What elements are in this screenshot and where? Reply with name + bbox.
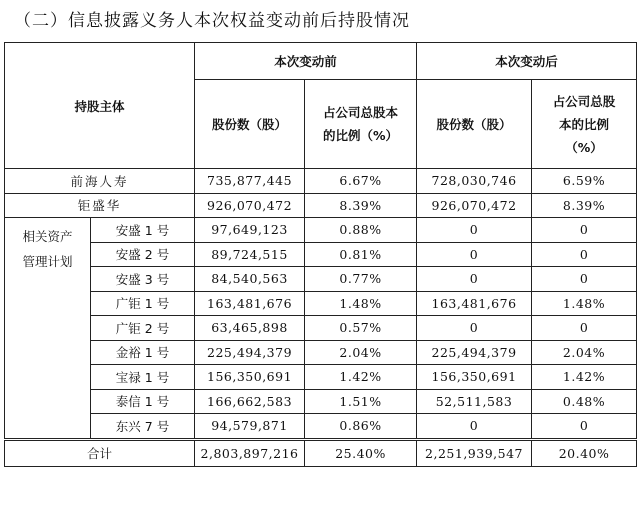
plan-name: 安盛 3 号: [91, 267, 195, 292]
ratio-before: 0.88%: [305, 218, 417, 243]
table-row: [5, 389, 637, 414]
ratio-after: 0: [532, 218, 637, 243]
shares-before: 166,662,583: [195, 389, 305, 414]
ratio-before: 0.57%: [305, 316, 417, 341]
ratio-after: 1.48%: [532, 291, 637, 316]
ratio-before: 1.48%: [305, 291, 417, 316]
total-ratio-after: 20.40%: [532, 439, 637, 466]
shares-after: 163,481,676: [417, 291, 532, 316]
shares-before: 735,877,445: [195, 169, 305, 194]
shares-after: 225,494,379: [417, 340, 532, 365]
shares-before: 94,579,871: [195, 414, 305, 440]
shares-before: 156,350,691: [195, 365, 305, 390]
table-row: [5, 340, 637, 365]
total-label: 合计: [5, 439, 195, 466]
group-label: [5, 218, 91, 440]
ratio-before: 0.81%: [305, 242, 417, 267]
table-row: [5, 242, 637, 267]
ratio-before: 1.51%: [305, 389, 417, 414]
shares-before: 84,540,563: [195, 267, 305, 292]
header-shares-before: 股份数（股）: [195, 80, 305, 169]
ratio-before: 6.67%: [305, 169, 417, 194]
plan-name: 安盛 1 号: [91, 218, 195, 243]
header-row-1: [5, 43, 637, 80]
plan-name: 安盛 2 号: [91, 242, 195, 267]
shares-after: 0: [417, 267, 532, 292]
header-shares-after: 股份数（股）: [417, 80, 532, 169]
group-label-line2: 管理计划: [22, 254, 73, 269]
table-row: [5, 169, 637, 194]
plan-name: 东兴 7 号: [91, 414, 195, 440]
plan-name: 宝禄 1 号: [91, 365, 195, 390]
group-label-line1: 相关资产: [22, 229, 73, 244]
shares-after: 156,350,691: [417, 365, 532, 390]
header-ratio-after: [532, 80, 637, 169]
plan-name: 广钜 1 号: [91, 291, 195, 316]
table-row: [5, 193, 637, 218]
total-shares-before: 2,803,897,216: [195, 439, 305, 466]
ratio-after: 0.48%: [532, 389, 637, 414]
ratio-before: 2.04%: [305, 340, 417, 365]
header-subject: 持股主体: [5, 43, 195, 169]
header-before: 本次变动前: [195, 43, 417, 80]
header-ratio-before-line1: 占公司总股本: [323, 105, 399, 120]
shares-after: 926,070,472: [417, 193, 532, 218]
ratio-before: 8.39%: [305, 193, 417, 218]
total-shares-after: 2,251,939,547: [417, 439, 532, 466]
ratio-after: 6.59%: [532, 169, 637, 194]
plan-name: 广钜 2 号: [91, 316, 195, 341]
shares-after: 728,030,746: [417, 169, 532, 194]
shares-after: 0: [417, 218, 532, 243]
shares-before: 225,494,379: [195, 340, 305, 365]
total-ratio-before: 25.40%: [305, 439, 417, 466]
ratio-before: 0.77%: [305, 267, 417, 292]
table-row: [5, 291, 637, 316]
holdings-table: [4, 42, 637, 467]
table-row: [5, 218, 637, 243]
ratio-after: 2.04%: [532, 340, 637, 365]
table-row: [5, 414, 637, 440]
ratio-after: 0: [532, 242, 637, 267]
header-ratio-after-line1: 占公司总股: [552, 93, 616, 109]
header-after: 本次变动后: [417, 43, 637, 80]
shares-before: 97,649,123: [195, 218, 305, 243]
ratio-after: 0: [532, 414, 637, 440]
shares-before: 926,070,472: [195, 193, 305, 218]
shares-after: 0: [417, 242, 532, 267]
ratio-after: 0: [532, 267, 637, 292]
plan-name: 泰信 1 号: [91, 389, 195, 414]
ratio-before: 1.42%: [305, 365, 417, 390]
shares-after: 52,511,583: [417, 389, 532, 414]
holder-name: 前海人寿: [5, 169, 195, 194]
ratio-after: 0: [532, 316, 637, 341]
table-row: [5, 365, 637, 390]
header-ratio-after-line2: 本的比例: [559, 116, 610, 132]
header-ratio-after-line3: （%）: [565, 139, 603, 155]
header-ratio-before: [305, 80, 417, 169]
holder-name: 钜盛华: [5, 193, 195, 218]
shares-before: 63,465,898: [195, 316, 305, 341]
total-row: [5, 439, 637, 466]
shares-after: 0: [417, 316, 532, 341]
ratio-after: 8.39%: [532, 193, 637, 218]
table-row: [5, 316, 637, 341]
shares-before: 163,481,676: [195, 291, 305, 316]
shares-before: 89,724,515: [195, 242, 305, 267]
section-heading: （二）信息披露义务人本次权益变动前后持股情况: [14, 11, 410, 31]
shares-after: 0: [417, 414, 532, 440]
header-ratio-before-line2: 的比例（%）: [323, 128, 399, 143]
table-row: [5, 267, 637, 292]
ratio-after: 1.42%: [532, 365, 637, 390]
ratio-before: 0.86%: [305, 414, 417, 440]
plan-name: 金裕 1 号: [91, 340, 195, 365]
